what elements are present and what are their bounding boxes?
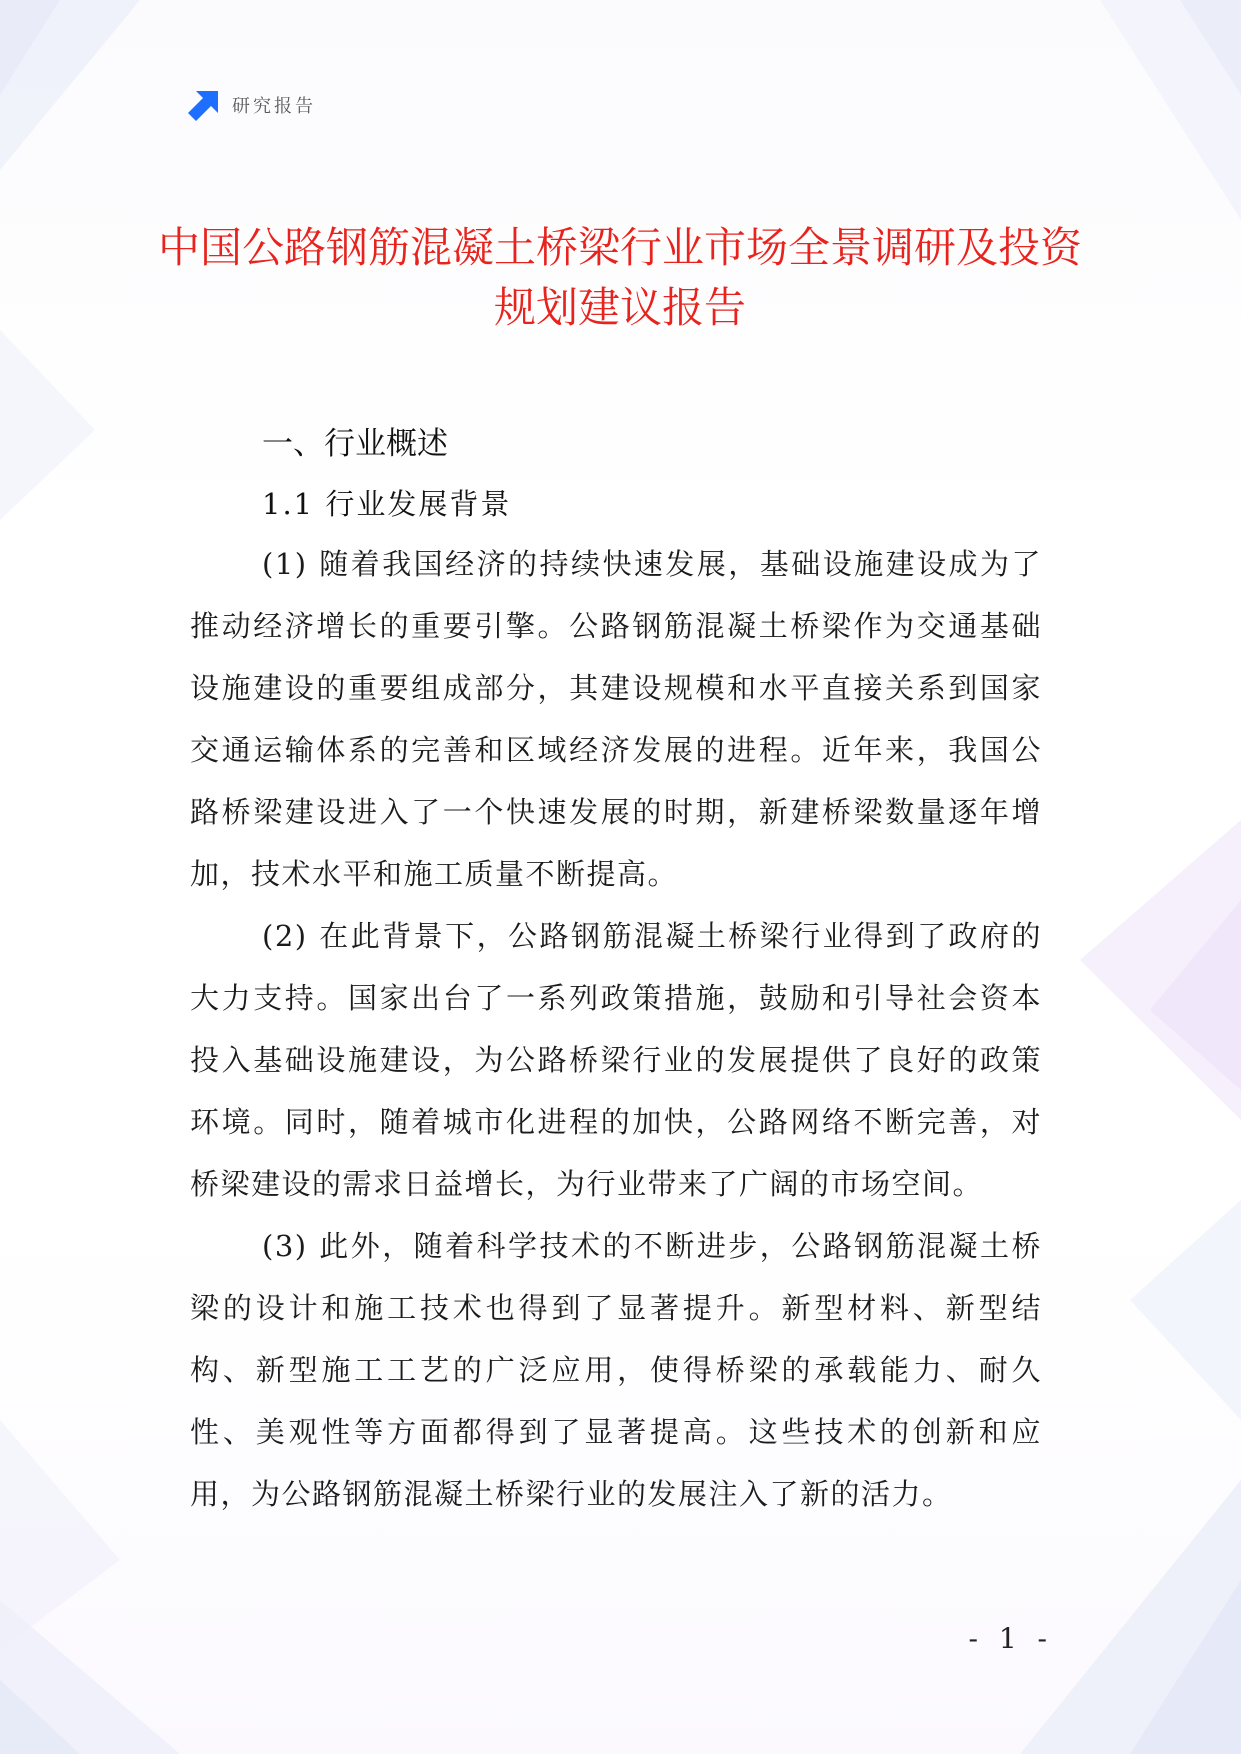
document-title: 中国公路钢筋混凝土桥梁行业市场全景调研及投资规划建议报告 (157, 223, 1082, 332)
section-heading: 一、行业概述 (262, 426, 448, 462)
arrow-up-right-icon (188, 89, 220, 121)
report-label: 研究报告 (232, 96, 316, 117)
subsection-heading: 1.1 行业发展背景 (262, 487, 512, 521)
page-number: - 1 - (968, 1622, 1053, 1655)
paragraph: (2) 在此背景下，公路钢筋混凝土桥梁行业得到了政府的大力支持。国家出台了一系列政策措施，鼓励和引导社会资本投入基础设施建设，为公路桥梁行业的发展提供了良好的政策环境。同时，随着城市化进程的加快，公路网络不断完善，对桥梁建设的需求日益增长，为行业带来了广阔的市场空间。 (190, 919, 1042, 1201)
report-header (188, 88, 316, 122)
paragraph: (3) 此外，随着科学技术的不断进步，公路钢筋混凝土桥梁的设计和施工技术也得到了显著提升。新型材料、新型结构、新型施工工艺的广泛应用，使得桥梁的承载能力、耐久性、美观性等方面都得到了显著提高。这些技术的创新和应用，为公路钢筋混凝土桥梁行业的发展注入了新的活力。 (190, 1229, 1042, 1511)
document-body (190, 533, 1042, 1525)
paragraph: (1) 随着我国经济的持续快速发展，基础设施建设成为了推动经济增长的重要引擎。公路钢筋混凝土桥梁作为交通基础设施建设的重要组成部分，其建设规模和水平直接关系到国家交通运输体系的完善和区域经济发展的进程。近年来，我国公路桥梁建设进入了一个快速发展的时期，新建桥梁数量逐年增加，技术水平和施工质量不断提高。 (190, 547, 1042, 891)
